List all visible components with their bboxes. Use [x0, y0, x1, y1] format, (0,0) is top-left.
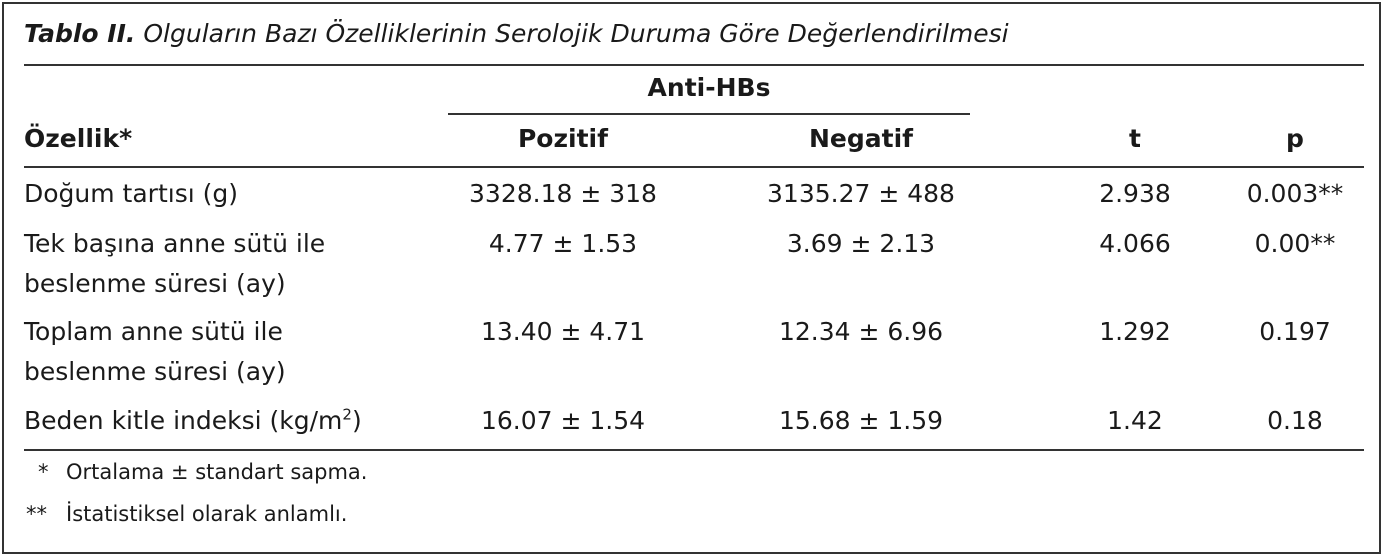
- row-4-t: 1.42: [1107, 406, 1163, 435]
- row-1-negative: 3135.27 ± 488: [767, 179, 955, 208]
- row-2-t: 4.066: [1099, 229, 1171, 258]
- row-4-feature-close: ): [351, 406, 362, 435]
- row-3-feature-line-1: Toplam anne sütü ile: [24, 317, 283, 346]
- row-4-positive: 16.07 ± 1.54: [480, 406, 646, 435]
- column-header-negative: Negatif: [808, 124, 914, 153]
- table-label: Tablo II.: [24, 19, 136, 48]
- row-3-positive: 13.40 ± 4.71: [480, 317, 646, 346]
- row-4-negative: 15.68 ± 1.59: [778, 406, 944, 435]
- column-header-t: t: [1129, 124, 1141, 153]
- footnote-2-mark: **: [26, 502, 47, 526]
- row-4-feature: [24, 401, 362, 441]
- row-3-feature-line-2: beslenme süresi (ay): [24, 357, 286, 386]
- footnote-1-mark: *: [38, 460, 49, 484]
- row-2-positive: 4.77 ± 1.53: [488, 229, 638, 258]
- row-1-positive: 3328.18 ± 318: [469, 179, 657, 208]
- row-2-feature-line-2: beslenme süresi (ay): [24, 269, 286, 298]
- table-caption: Olguların Bazı Özelliklerinin Serolojik Duruma Göre Değerlendirilmesi: [143, 19, 1009, 48]
- top-rule: [24, 64, 1364, 66]
- bottom-rule: [24, 449, 1364, 451]
- row-2-feature-line-1: Tek başına anne sütü ile: [24, 229, 326, 258]
- header-rule: [24, 166, 1364, 168]
- column-header-feature: Özellik*: [24, 124, 133, 153]
- row-3-t: 1.292: [1099, 317, 1171, 346]
- row-1-t: 2.938: [1099, 179, 1171, 208]
- footnote-1-text: Ortalama ± standart sapma.: [66, 460, 368, 484]
- row-1-p: 0.003**: [1246, 179, 1344, 208]
- group-header: Anti-HBs: [647, 73, 771, 102]
- row-1-feature: Doğum tartısı (g): [24, 179, 239, 208]
- column-header-p: p: [1286, 124, 1304, 153]
- row-2-negative: 3.69 ± 2.13: [786, 229, 936, 258]
- row-3-p: 0.197: [1259, 317, 1331, 346]
- footnote-2-text: İstatistiksel olarak anlamlı.: [66, 502, 348, 526]
- row-4-feature-superscript: 2: [342, 405, 352, 424]
- column-header-positive: Pozitif: [517, 124, 608, 153]
- group-header-rule: [448, 113, 970, 115]
- table-title: [24, 14, 1009, 54]
- row-4-p: 0.18: [1267, 406, 1323, 435]
- row-2-p: 0.00**: [1254, 229, 1336, 258]
- row-3-negative: 12.34 ± 6.96: [778, 317, 944, 346]
- row-4-feature-text: Beden kitle indeksi (kg/m: [24, 406, 343, 435]
